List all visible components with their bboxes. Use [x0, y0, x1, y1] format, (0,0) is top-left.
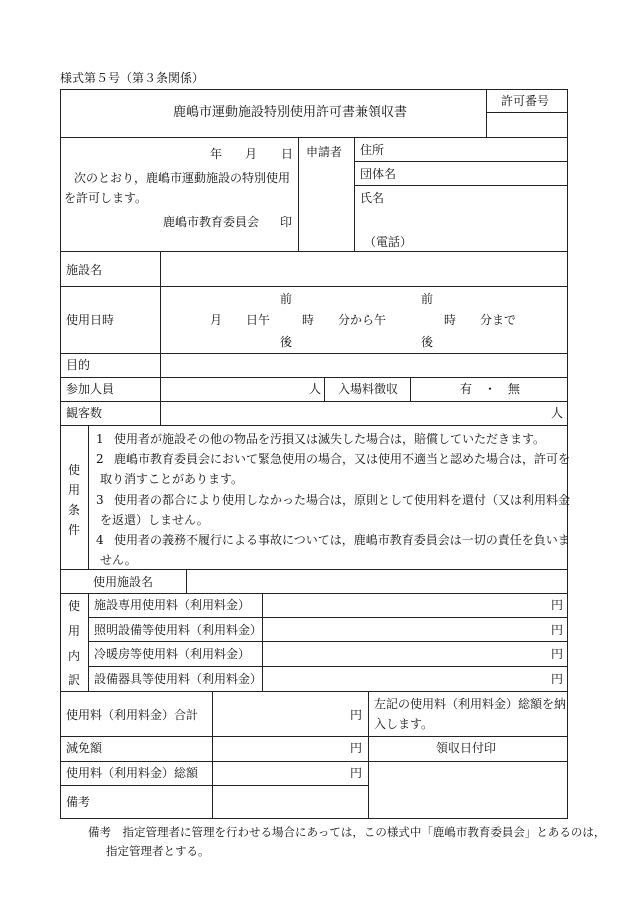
lighting-fee-unit: 円 [551, 623, 564, 637]
total-unit: 円 [350, 708, 363, 722]
form-title: 鹿嶋市運動施設特別使用許可書兼領収書 [173, 105, 408, 120]
group-name-label: 団体名 [360, 167, 397, 181]
purpose-label: 目的 [66, 358, 91, 372]
grand-total-field[interactable] [214, 762, 344, 784]
condition-2-text: 鹿嶋市教育委員会において緊急使用の場合，又は使用不適当と認めた場合は，許可を [114, 452, 571, 466]
condition-1-text: 使用者が施設その他の物品を汚損又は滅失した場合は，賠償していただきます。 [114, 432, 546, 446]
facility-name-label: 施設名 [66, 263, 103, 277]
breakdown-label-char-1: 使 [68, 599, 81, 613]
receipt-date-stamp-label: 領収日付印 [436, 741, 497, 755]
participants-unit: 人 [309, 382, 322, 396]
usage-hour-end: 時 [444, 313, 457, 327]
usage-hour-start: 時 [302, 313, 315, 327]
admission-fee-label: 入場料徴収 [338, 382, 399, 396]
equipment-fee-unit: 円 [551, 672, 564, 686]
applicant-label: 申請者 [306, 145, 343, 159]
facility-fee-field[interactable] [264, 595, 544, 616]
breakdown-label-char-3: 内 [68, 649, 81, 663]
permit-number-label: 許可番号 [501, 94, 550, 108]
discount-label: 減免額 [66, 741, 103, 755]
pm-marker-end: 後 [421, 335, 434, 349]
total-field[interactable] [214, 693, 344, 735]
date-year-label: 年 [210, 147, 223, 161]
condition-4-text: 使用者の義務不履行による事故については，鹿嶋市教育委員会は一切の責任を負いま [114, 533, 570, 547]
am-marker-start: 前 [280, 292, 293, 306]
border-bottom [60, 818, 568, 819]
usage-datetime-label: 使用日時 [66, 313, 115, 327]
usage-until: 分まで [480, 313, 517, 327]
usage-day-am: 日午 [246, 313, 271, 327]
receipt-text-line2: 入します。 [374, 717, 434, 731]
date-day-label: 日 [281, 147, 294, 161]
breakdown-label-char-4: 訳 [68, 673, 81, 687]
approval-text-line2: を許可します。 [64, 191, 148, 205]
usage-from: 分から午 [338, 313, 387, 327]
remarks-field[interactable] [214, 787, 366, 817]
condition-2-text-cont: 取り消すことがあります。 [100, 472, 244, 486]
condition-3-text-cont: を返還）しません。 [100, 513, 209, 527]
used-facility-field[interactable] [188, 571, 566, 592]
conditions-label-char-2: 用 [68, 483, 81, 497]
remarks-label: 備考 [66, 795, 91, 809]
group-name-field[interactable] [405, 162, 565, 184]
address-field[interactable] [395, 138, 565, 160]
am-marker-end: 前 [421, 292, 434, 306]
pm-marker-start: 後 [280, 335, 293, 349]
discount-unit: 円 [350, 741, 363, 755]
border-top [60, 89, 568, 90]
permit-number-field[interactable] [487, 113, 567, 137]
footnote-line2: 指定管理者とする。 [106, 844, 210, 858]
issuer-name: 鹿嶋市教育委員会 [163, 215, 260, 229]
breakdown-label-char-2: 用 [68, 624, 81, 638]
spectators-label: 観客数 [66, 406, 103, 420]
hvac-fee-label: 冷暖房等使用料（利用料金） [94, 647, 251, 661]
condition-4-text-cont: せん。 [100, 553, 137, 567]
conditions-label-char-3: 条 [68, 503, 81, 517]
conditions-label-char-1: 使 [68, 463, 81, 477]
condition-4-num: 4 [96, 533, 104, 547]
facility-name-field[interactable] [162, 253, 566, 285]
equipment-fee-label: 設備器具等使用料（利用料金） [94, 672, 263, 686]
participants-field[interactable] [162, 379, 302, 400]
name-label: 氏名 [360, 191, 385, 205]
lighting-fee-field[interactable] [264, 619, 544, 640]
grand-total-unit: 円 [350, 766, 363, 780]
grand-total-label: 使用料（利用料金）総額 [66, 766, 199, 780]
usage-month: 月 [210, 313, 223, 327]
border-left [60, 89, 61, 819]
condition-3-num: 3 [96, 493, 104, 507]
admission-fee-options[interactable]: 有 ・ 無 [460, 382, 521, 396]
condition-3-text: 使用者の都合により使用しなかった場合は，原則として使用料を還付（又は利用料金 [114, 493, 571, 507]
facility-fee-unit: 円 [551, 598, 564, 612]
receipt-date-stamp-area[interactable] [370, 763, 566, 817]
spectators-unit: 人 [551, 406, 564, 420]
seal-mark: 印 [280, 215, 293, 229]
participants-label: 参加人員 [66, 382, 115, 396]
hvac-fee-field[interactable] [264, 643, 544, 664]
hvac-fee-unit: 円 [551, 647, 564, 661]
form-number: 様式第５号（第３条関係） [60, 71, 205, 85]
condition-2-num: 2 [96, 452, 104, 466]
footnote-line1: 備考 指定管理者に管理を行わせる場合にあっては，この様式中「鹿嶋市教育委員会」とあるのは， [88, 825, 606, 839]
lighting-fee-label: 照明設備等使用料（利用料金） [94, 623, 263, 637]
name-field[interactable] [395, 186, 565, 226]
date-month-label: 月 [245, 147, 258, 161]
approval-text-line1: 次のとおり，鹿嶋市運動施設の特別使用 [74, 171, 291, 185]
equipment-fee-field[interactable] [264, 668, 544, 689]
discount-field[interactable] [214, 738, 344, 760]
conditions-label-char-4: 件 [68, 523, 81, 537]
purpose-field[interactable] [162, 355, 566, 376]
receipt-text-line1: 左記の使用料（利用料金）総額を納 [374, 697, 567, 711]
total-label: 使用料（利用料金）合計 [66, 708, 199, 722]
condition-1-num: 1 [96, 432, 104, 446]
facility-fee-label: 施設専用使用料（利用料金） [94, 598, 251, 612]
phone-label: （電話） [364, 235, 413, 249]
used-facility-label: 使用施設名 [93, 575, 154, 589]
address-label: 住所 [360, 143, 385, 157]
spectators-field[interactable] [162, 403, 542, 424]
